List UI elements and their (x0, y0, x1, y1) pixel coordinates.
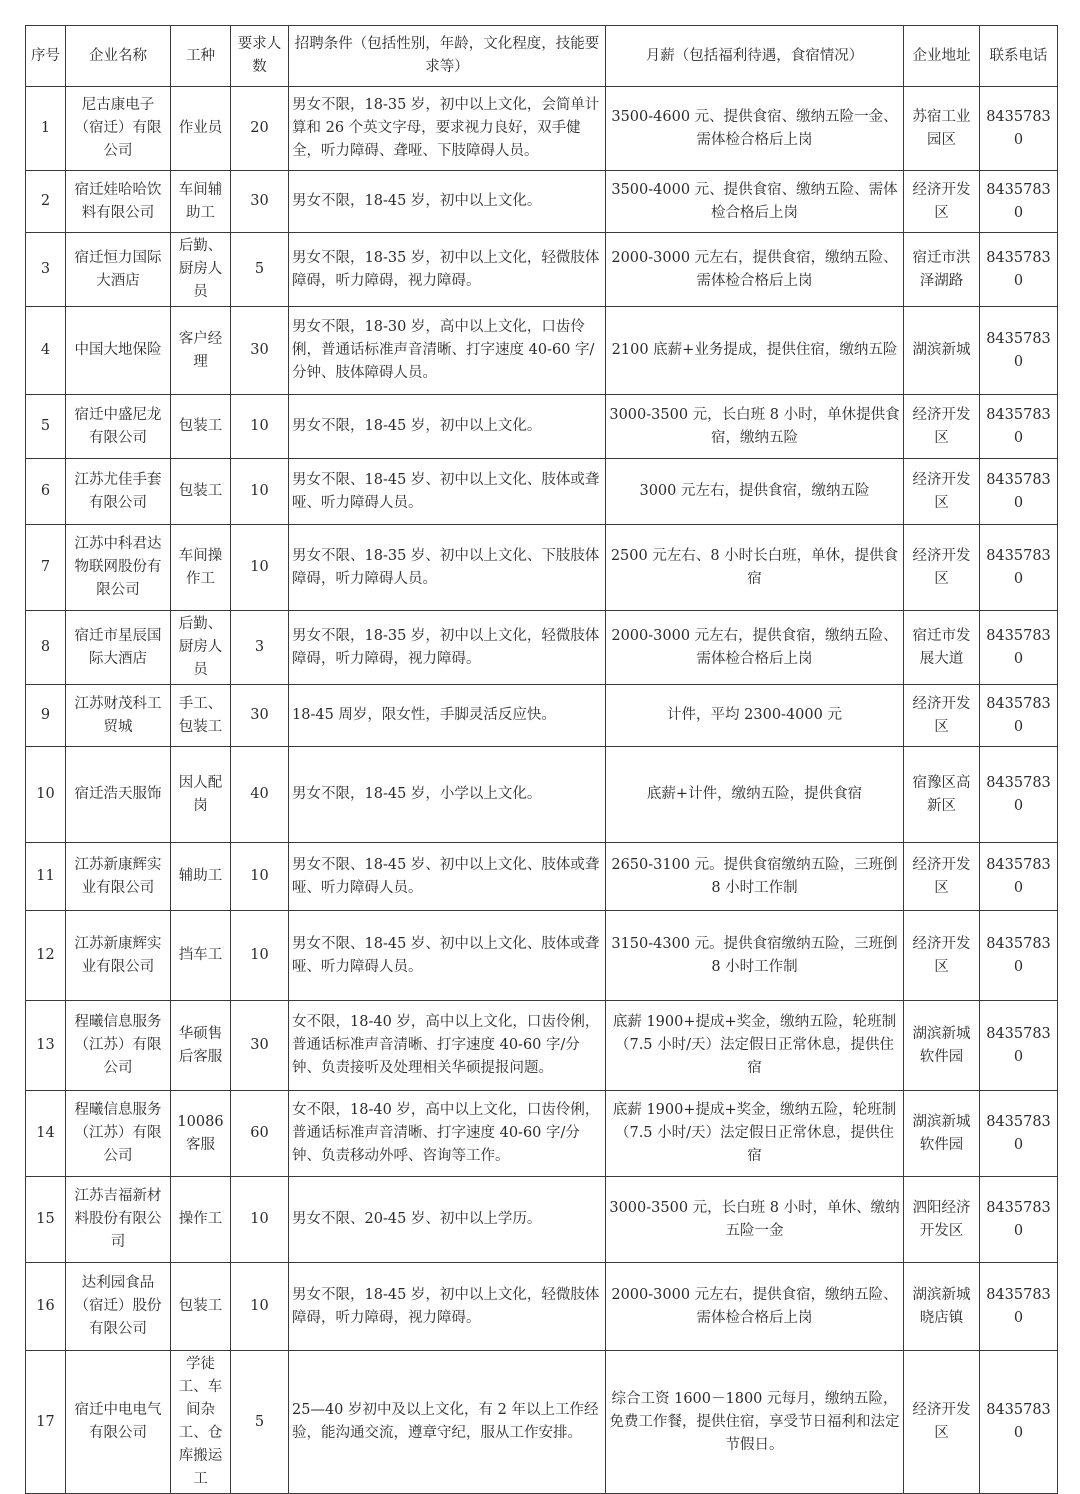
recruitment-table (25, 25, 1058, 1494)
cell-job: 车间操作工 (171, 525, 231, 611)
table-row (26, 459, 1058, 525)
table-row (26, 395, 1058, 459)
cell-salary: 3000-3500 元，长白班 8 小时，单休、缴纳五险一金 (606, 1177, 904, 1263)
cell-count: 5 (231, 1351, 289, 1494)
cell-job: 车间辅助工 (171, 171, 231, 233)
table-row (26, 611, 1058, 685)
cell-salary: 综合工资 1600－1800 元每月，缴纳五险，免费工作餐，提供住宿，享受节日福利和法定节假日。 (606, 1351, 904, 1494)
cell-company: 江苏吉福新材料股份有限公司 (66, 1177, 171, 1263)
header-count: 要求人数 (231, 26, 289, 87)
cell-phone: 84357830 (980, 87, 1058, 171)
cell-salary: 2650-3100 元。提供食宿缴纳五险，三班倒 8 小时工作制 (606, 843, 904, 911)
cell-address: 经济开发区 (904, 911, 980, 1001)
cell-salary: 计件，平均 2300-4000 元 (606, 685, 904, 747)
cell-company: 江苏中科君达物联网股份有限公司 (66, 525, 171, 611)
table-header-row (26, 26, 1058, 87)
cell-conditions: 男女不限、18-45 岁、初中以上文化、肢体或聋哑、听力障碍人员。 (289, 911, 606, 1001)
cell-address: 湖滨新城晓店镇 (904, 1263, 980, 1351)
table-row (26, 1351, 1058, 1494)
table-row (26, 747, 1058, 843)
cell-conditions: 男女不限、18-35 岁、初中以上文化、下肢肢体障碍，听力障碍人员。 (289, 525, 606, 611)
cell-seq: 4 (26, 307, 66, 395)
cell-salary: 2100 底薪+业务提成，提供住宿，缴纳五险 (606, 307, 904, 395)
cell-phone: 84357830 (980, 395, 1058, 459)
cell-salary: 2000-3000 元左右，提供食宿，缴纳五险、需体检合格后上岗 (606, 1263, 904, 1351)
header-company: 企业名称 (66, 26, 171, 87)
cell-company: 宿迁浩天服饰 (66, 747, 171, 843)
cell-address: 湖滨新城软件园 (904, 1091, 980, 1177)
cell-address: 苏宿工业园区 (904, 87, 980, 171)
cell-conditions: 男女不限，18-45 岁，初中以上文化。 (289, 395, 606, 459)
cell-address: 泗阳经济开发区 (904, 1177, 980, 1263)
cell-seq: 16 (26, 1263, 66, 1351)
cell-count: 20 (231, 87, 289, 171)
table-row (26, 525, 1058, 611)
cell-count: 10 (231, 459, 289, 525)
cell-job: 包装工 (171, 1263, 231, 1351)
cell-salary: 底薪+计件，缴纳五险，提供食宿 (606, 747, 904, 843)
cell-salary: 2500 元左右、8 小时长白班，单休，提供食宿 (606, 525, 904, 611)
cell-seq: 17 (26, 1351, 66, 1494)
cell-company: 江苏财茂科工贸城 (66, 685, 171, 747)
cell-phone: 84357830 (980, 1091, 1058, 1177)
cell-phone: 84357830 (980, 307, 1058, 395)
cell-address: 宿迁市发展大道 (904, 611, 980, 685)
cell-conditions: 男女不限，18-45 岁，初中以上文化，轻微肢体障碍，听力障碍，视力障碍。 (289, 1263, 606, 1351)
cell-salary: 底薪 1900+提成+奖金，缴纳五险，轮班制（7.5 小时/天）法定假日正常休息，提供住宿 (606, 1091, 904, 1177)
cell-conditions: 25—40 岁初中及以上文化，有 2 年以上工作经验，能沟通交流，遵章守纪，服从工作安排。 (289, 1351, 606, 1494)
cell-address: 经济开发区 (904, 685, 980, 747)
cell-salary: 3500-4600 元、提供食宿、缴纳五险一金、需体检合格后上岗 (606, 87, 904, 171)
cell-address: 宿迁市洪泽湖路 (904, 233, 980, 307)
table-row (26, 1001, 1058, 1091)
cell-seq: 6 (26, 459, 66, 525)
cell-job: 挡车工 (171, 911, 231, 1001)
cell-phone: 84357830 (980, 171, 1058, 233)
table-row (26, 911, 1058, 1001)
table-row (26, 1091, 1058, 1177)
cell-conditions: 男女不限，18-35 岁，初中以上文化，会简单计算和 26 个英文字母，要求视力良好，双手健全，听力障碍、聋哑、下肢障碍人员。 (289, 87, 606, 171)
cell-phone: 84357830 (980, 459, 1058, 525)
header-seq: 序号 (26, 26, 66, 87)
cell-seq: 11 (26, 843, 66, 911)
cell-seq: 14 (26, 1091, 66, 1177)
header-salary: 月薪（包括福利待遇，食宿情况） (606, 26, 904, 87)
table-row (26, 843, 1058, 911)
cell-seq: 2 (26, 171, 66, 233)
cell-seq: 7 (26, 525, 66, 611)
table-row (26, 1263, 1058, 1351)
cell-conditions: 18-45 周岁，限女性，手脚灵活反应快。 (289, 685, 606, 747)
cell-job: 后勤、厨房人员 (171, 233, 231, 307)
cell-company: 宿迁市星辰国际大酒店 (66, 611, 171, 685)
cell-job: 因人配岗 (171, 747, 231, 843)
cell-seq: 3 (26, 233, 66, 307)
cell-phone: 84357830 (980, 611, 1058, 685)
cell-salary: 3150-4300 元。提供食宿缴纳五险，三班倒 8 小时工作制 (606, 911, 904, 1001)
cell-seq: 15 (26, 1177, 66, 1263)
cell-job: 客户经理 (171, 307, 231, 395)
cell-count: 30 (231, 171, 289, 233)
cell-company: 江苏新康辉实业有限公司 (66, 843, 171, 911)
cell-phone: 84357830 (980, 1351, 1058, 1494)
cell-salary: 底薪 1900+提成+奖金，缴纳五险，轮班制（7.5 小时/天）法定假日正常休息，提供住宿 (606, 1001, 904, 1091)
cell-seq: 9 (26, 685, 66, 747)
cell-count: 30 (231, 685, 289, 747)
cell-phone: 84357830 (980, 1177, 1058, 1263)
cell-address: 宿豫区高新区 (904, 747, 980, 843)
header-job: 工种 (171, 26, 231, 87)
cell-address: 经济开发区 (904, 525, 980, 611)
cell-salary: 2000-3000 元左右，提供食宿，缴纳五险、需体检合格后上岗 (606, 233, 904, 307)
cell-address: 经济开发区 (904, 1351, 980, 1494)
cell-address: 经济开发区 (904, 843, 980, 911)
table-row (26, 1177, 1058, 1263)
table-row (26, 171, 1058, 233)
cell-seq: 13 (26, 1001, 66, 1091)
cell-company: 程曦信息服务（江苏）有限公司 (66, 1091, 171, 1177)
cell-company: 程曦信息服务（江苏）有限公司 (66, 1001, 171, 1091)
cell-count: 10 (231, 395, 289, 459)
cell-salary: 3000-3500 元，长白班 8 小时，单休提供食宿，缴纳五险 (606, 395, 904, 459)
cell-count: 10 (231, 1263, 289, 1351)
cell-count: 60 (231, 1091, 289, 1177)
cell-phone: 84357830 (980, 1263, 1058, 1351)
cell-count: 40 (231, 747, 289, 843)
cell-conditions: 女不限，18-40 岁，高中以上文化，口齿伶俐，普通话标准声音清晰、打字速度 40-60 字/分钟、负责接听及处理相关华硕提报问题。 (289, 1001, 606, 1091)
header-conditions: 招聘条件（包括性别，年龄，文化程度，技能要求等） (289, 26, 606, 87)
cell-job: 10086 客服 (171, 1091, 231, 1177)
cell-count: 10 (231, 911, 289, 1001)
cell-job: 华硕售后客服 (171, 1001, 231, 1091)
cell-salary: 3000 元左右，提供食宿，缴纳五险 (606, 459, 904, 525)
table-row (26, 233, 1058, 307)
cell-conditions: 男女不限、18-45 岁、初中以上文化、肢体或聋哑、听力障碍人员。 (289, 459, 606, 525)
cell-job: 手工、包装工 (171, 685, 231, 747)
cell-company: 宿迁恒力国际大酒店 (66, 233, 171, 307)
cell-phone: 84357830 (980, 233, 1058, 307)
cell-job: 学徒工、车间杂工、仓库搬运工 (171, 1351, 231, 1494)
cell-conditions: 男女不限、20-45 岁、初中以上学历。 (289, 1177, 606, 1263)
cell-company: 宿迁中电电气有限公司 (66, 1351, 171, 1494)
cell-count: 5 (231, 233, 289, 307)
recruitment-document (25, 25, 1058, 1494)
cell-count: 10 (231, 1177, 289, 1263)
cell-phone: 84357830 (980, 1001, 1058, 1091)
cell-job: 操作工 (171, 1177, 231, 1263)
cell-seq: 12 (26, 911, 66, 1001)
cell-company: 宿迁娃哈哈饮料有限公司 (66, 171, 171, 233)
cell-conditions: 男女不限、18-45 岁、初中以上文化、肢体或聋哑、听力障碍人员。 (289, 843, 606, 911)
cell-count: 10 (231, 525, 289, 611)
cell-conditions: 男女不限，18-35 岁，初中以上文化，轻微肢体障碍，听力障碍，视力障碍。 (289, 233, 606, 307)
cell-job: 辅助工 (171, 843, 231, 911)
cell-salary: 3500-4000 元、提供食宿、缴纳五险、需体检合格后上岗 (606, 171, 904, 233)
cell-phone: 84357830 (980, 911, 1058, 1001)
cell-job: 作业员 (171, 87, 231, 171)
cell-company: 中国大地保险 (66, 307, 171, 395)
cell-address: 湖滨新城 (904, 307, 980, 395)
cell-seq: 10 (26, 747, 66, 843)
cell-job: 包装工 (171, 459, 231, 525)
table-row (26, 87, 1058, 171)
cell-count: 3 (231, 611, 289, 685)
table-row (26, 685, 1058, 747)
header-address: 企业地址 (904, 26, 980, 87)
cell-salary: 2000-3000 元左右，提供食宿，缴纳五险、需体检合格后上岗 (606, 611, 904, 685)
cell-conditions: 男女不限，18-45 岁，初中以上文化。 (289, 171, 606, 233)
cell-company: 达利园食品（宿迁）股份有限公司 (66, 1263, 171, 1351)
cell-company: 江苏新康辉实业有限公司 (66, 911, 171, 1001)
header-phone: 联系电话 (980, 26, 1058, 87)
table-row (26, 307, 1058, 395)
cell-job: 包装工 (171, 395, 231, 459)
cell-count: 10 (231, 843, 289, 911)
cell-count: 30 (231, 307, 289, 395)
cell-address: 经济开发区 (904, 459, 980, 525)
cell-count: 30 (231, 1001, 289, 1091)
cell-seq: 1 (26, 87, 66, 171)
cell-phone: 84357830 (980, 685, 1058, 747)
cell-company: 宿迁中盛尼龙有限公司 (66, 395, 171, 459)
cell-conditions: 男女不限，18-35 岁，初中以上文化，轻微肢体障碍，听力障碍，视力障碍。 (289, 611, 606, 685)
cell-phone: 84357830 (980, 525, 1058, 611)
cell-address: 经济开发区 (904, 171, 980, 233)
cell-address: 经济开发区 (904, 395, 980, 459)
cell-phone: 84357830 (980, 843, 1058, 911)
cell-conditions: 男女不限，18-30 岁，高中以上文化，口齿伶俐，普通话标准声音清晰、打字速度 40-60 字/分钟、肢体障碍人员。 (289, 307, 606, 395)
cell-seq: 8 (26, 611, 66, 685)
cell-conditions: 男女不限，18-45 岁，小学以上文化。 (289, 747, 606, 843)
cell-address: 湖滨新城软件园 (904, 1001, 980, 1091)
cell-company: 江苏尤佳手套有限公司 (66, 459, 171, 525)
cell-company: 尼古康电子（宿迁）有限公司 (66, 87, 171, 171)
cell-conditions: 女不限，18-40 岁，高中以上文化，口齿伶俐，普通话标准声音清晰、打字速度 40-60 字/分钟、负责移动外呼、咨询等工作。 (289, 1091, 606, 1177)
cell-phone: 84357830 (980, 747, 1058, 843)
cell-job: 后勤、厨房人员 (171, 611, 231, 685)
cell-seq: 5 (26, 395, 66, 459)
